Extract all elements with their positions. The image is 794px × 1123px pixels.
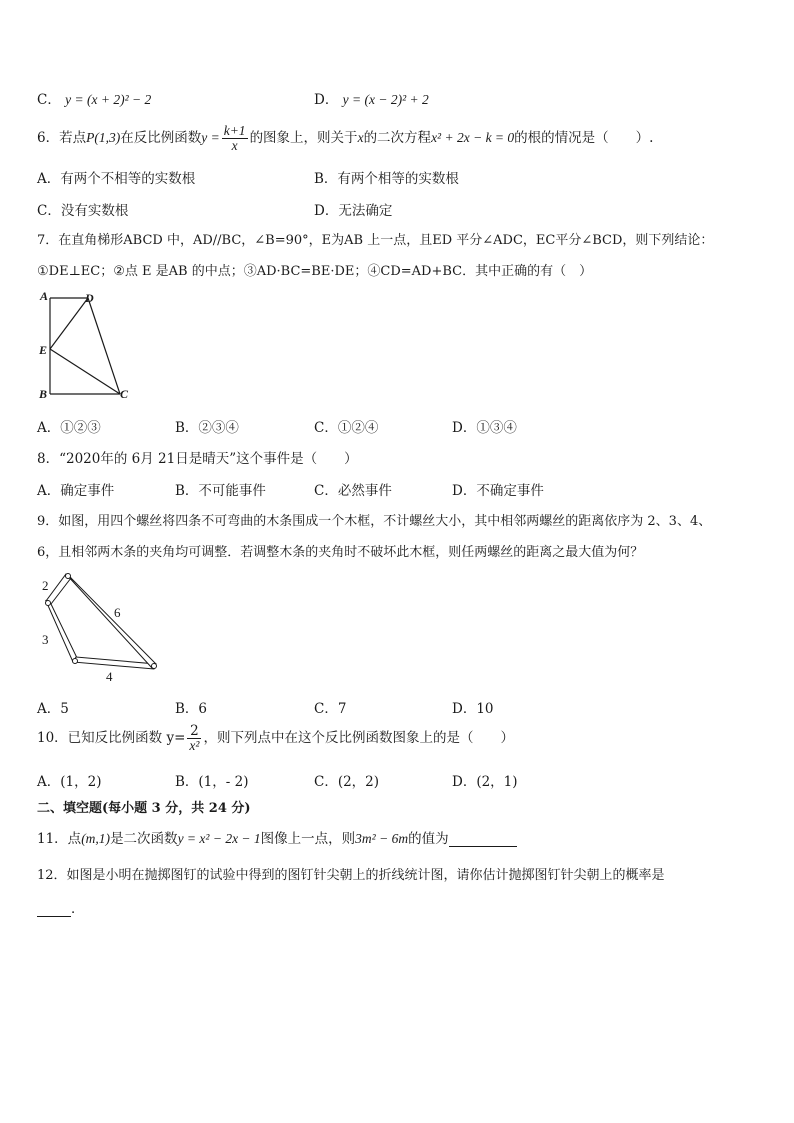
- fraction-numerator: k+1: [223, 123, 246, 138]
- q10-option-a: A．(1，2): [37, 774, 102, 790]
- q11-text: 是二次函数: [110, 831, 178, 847]
- point-label-b: B: [39, 387, 48, 401]
- fraction-numerator: 2: [187, 724, 201, 739]
- q7-line-1: 7．在直角梯形ABCD 中，AD//BC，∠B=90°，E为AB 上一点，且ED 平分∠ADC，EC平分∠BCD，则下列结论：: [37, 233, 714, 248]
- q6-text: 在反比例函数: [120, 130, 202, 147]
- q12-line-2: [37, 897, 85, 917]
- q8-option-d: D．不确定事件: [452, 483, 544, 499]
- q10-prefix: 10．已知反比例函数 y=: [37, 730, 186, 747]
- q6-var: x: [357, 130, 364, 146]
- q8-option-b: B．不可能事件: [175, 483, 266, 499]
- length-label-2: 2: [42, 578, 49, 593]
- q9-wood-frame-figure: [36, 570, 166, 686]
- screw: [46, 601, 51, 606]
- plank-3: [46, 601, 78, 662]
- q6-text: 的根的情况是（ ）.: [514, 130, 654, 147]
- q9-option-d: D．10: [452, 701, 494, 717]
- q6-option-d: D．无法确定: [314, 203, 393, 219]
- q10-stem: [37, 724, 514, 753]
- q10-option-d: D．(2，1): [452, 774, 518, 790]
- q10-suffix: ，则下列点中在这个反比例函数图象上的是（ ）: [203, 730, 514, 747]
- point-label-e: E: [39, 343, 48, 357]
- q9-option-c: C．7: [314, 701, 347, 717]
- length-label-3: 3: [42, 632, 49, 647]
- q8-option-a: A．确定事件: [37, 483, 115, 499]
- q11-prefix: 11．点: [37, 831, 82, 847]
- q9-option-b: B．6: [175, 701, 208, 717]
- plank-6: [66, 574, 156, 668]
- q11-text: 的值为: [408, 831, 449, 847]
- fraction-denominator: x²: [189, 738, 200, 754]
- q11-stem: [37, 827, 517, 847]
- q11-function: y = x² − 2x − 1: [177, 831, 261, 846]
- q6-option-b: B．有两个相等的实数根: [314, 171, 459, 187]
- q9-option-a: A．5: [37, 701, 69, 717]
- length-label-6: 6: [114, 605, 121, 620]
- q6-equation: x² + 2x − k = 0: [431, 130, 515, 146]
- q7-line-2: ①DE⊥EC；②点 E 是AB 的中点；③AD·BC=BE·DE；④CD=AD+BC．其中正确的有（ ）: [37, 264, 593, 279]
- q11-text: 图像上一点，则: [260, 831, 356, 847]
- q6-stem: [37, 124, 653, 153]
- q10-option-c: C．(2，2): [314, 774, 380, 790]
- q11-expression: 3m² − 6m: [355, 831, 409, 846]
- point-label-d: D: [85, 291, 94, 305]
- q6-text: 的二次方程: [363, 130, 432, 147]
- q6-fraction: [222, 124, 248, 153]
- q6-point: P(1,3): [86, 130, 121, 146]
- option-expression: y = (x + 2)² − 2: [65, 92, 152, 107]
- screw: [73, 659, 78, 664]
- q11-point: (m,1): [81, 831, 111, 846]
- q7-option-c: C．①②④: [314, 420, 379, 436]
- segment-dc: [88, 298, 120, 394]
- segment-ed: [50, 298, 88, 349]
- q9-line-2: 6，且相邻两木条的夹角均可调整．若调整木条的夹角时不破坏此木框，则任两螺丝的距离之最大值为何？: [37, 545, 644, 560]
- q7-trapezoid-figure: [36, 288, 136, 404]
- q12-period: ．: [71, 901, 85, 917]
- q7-option-d: D．①③④: [452, 420, 517, 436]
- q5-option-d: [314, 88, 429, 108]
- q12-line-1: 12．如图是小明在抛掷图钉的试验中得到的图钉针尖朝上的折线统计图，请你估计抛掷图钉针尖朝上的概率是: [37, 868, 665, 883]
- q6-prefix: 6．若点: [37, 130, 87, 147]
- point-label-a: A: [40, 289, 49, 303]
- q5-option-c: [37, 88, 151, 108]
- q7-option-a: A．①②③: [37, 420, 101, 436]
- q10-fraction: [187, 724, 201, 753]
- section-title-fill-in-blanks: 二、填空题(每小题 3 分，共 24 分): [37, 801, 251, 816]
- q6-option-a: A．有两个不相等的实数根: [37, 171, 196, 187]
- point-label-c: C: [120, 387, 129, 401]
- answer-blank[interactable]: [449, 832, 517, 847]
- screw: [152, 664, 157, 669]
- q8-stem: 8．“2020年的 6月 21日是晴天”这个事件是（ ）: [37, 451, 358, 467]
- length-label-4: 4: [106, 669, 113, 684]
- option-expression: y = (x − 2)² + 2: [342, 92, 429, 107]
- answer-blank[interactable]: [37, 902, 71, 917]
- q6-text: 的图象上，则关于: [249, 130, 358, 147]
- q9-line-1: 9．如图，用四个螺丝将四条不可弯曲的木条围成一个木框，不计螺丝大小，其中相邻两螺丝的距离依序为 2、3、4、: [37, 514, 712, 529]
- option-label: D．: [314, 92, 339, 108]
- q7-option-b: B．②③④: [175, 420, 239, 436]
- option-label: C．: [37, 92, 61, 108]
- q8-option-c: C．必然事件: [314, 483, 392, 499]
- fraction-denominator: x: [231, 138, 238, 154]
- segment-ec: [50, 349, 120, 394]
- q6-func-lhs: y =: [201, 130, 220, 146]
- q6-option-c: C．没有实数根: [37, 203, 129, 219]
- screw: [66, 574, 71, 579]
- q10-option-b: B．(1，- 2): [175, 774, 249, 790]
